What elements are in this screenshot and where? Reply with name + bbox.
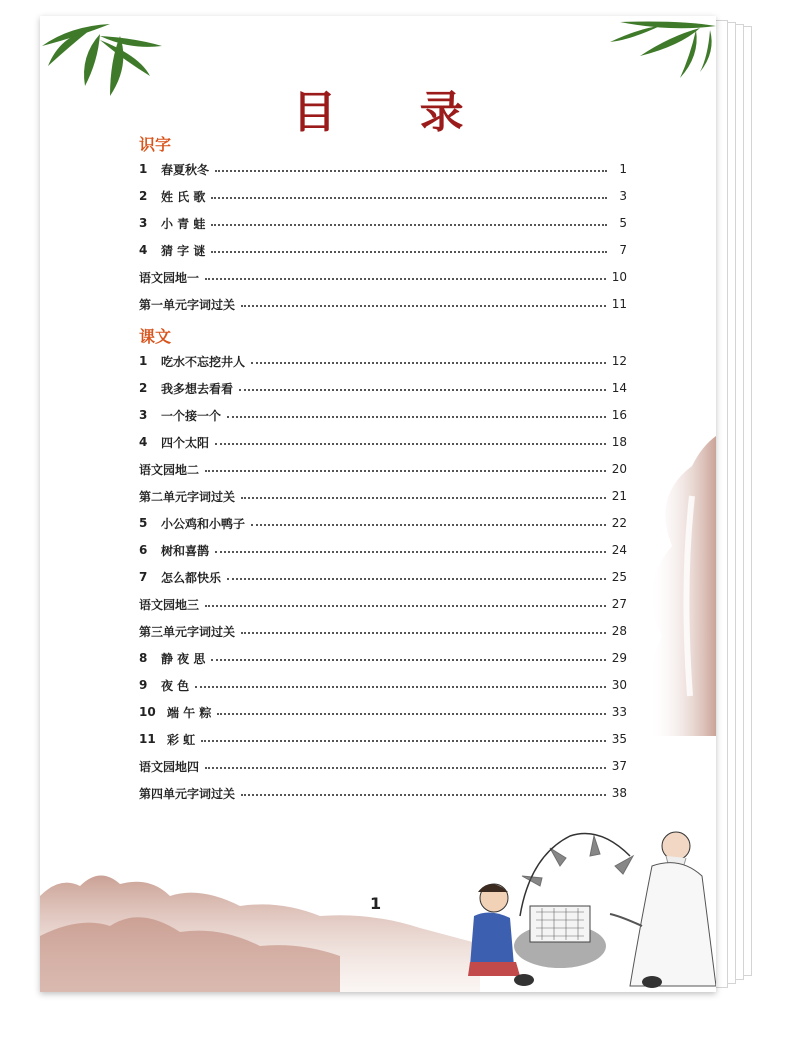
toc-entry-label: 小 青 蛙 xyxy=(161,216,206,231)
toc-entry-page: 22 xyxy=(611,516,627,530)
toc-entry-number: 9 xyxy=(139,678,148,692)
dot-leader xyxy=(251,524,606,526)
toc-entry xyxy=(139,268,627,286)
toc-entry-page: 38 xyxy=(611,786,627,800)
toc-entry-label: 第一单元字词过关 xyxy=(139,297,236,312)
toc-entry-label: 第四单元字词过关 xyxy=(139,786,236,801)
toc-entry-number: 10 xyxy=(139,705,156,719)
toc-entry-number: 1 xyxy=(139,354,148,368)
toc-entry-page: 16 xyxy=(611,408,627,422)
dot-leader xyxy=(227,578,606,580)
dot-leader xyxy=(205,605,606,607)
dot-leader xyxy=(239,389,606,391)
toc-entry xyxy=(139,595,627,613)
toc-entry xyxy=(139,379,627,397)
dot-leader xyxy=(227,416,606,418)
toc-entry-label: 四个太阳 xyxy=(161,435,210,450)
toc-entry xyxy=(139,406,627,424)
toc-entry-number: 4 xyxy=(139,243,148,257)
toc-entry-page: 29 xyxy=(611,651,627,665)
toc-entry-page: 7 xyxy=(619,243,627,257)
toc-entry-label: 姓 氏 歌 xyxy=(161,189,206,204)
toc-entry xyxy=(139,649,627,667)
toc-entry-number: 5 xyxy=(139,516,148,530)
toc-entry-number: 3 xyxy=(139,408,148,422)
toc-entry-page: 33 xyxy=(611,705,627,719)
toc-entry-label: 静 夜 思 xyxy=(161,651,206,666)
toc-entry-page: 24 xyxy=(611,543,627,557)
dot-leader xyxy=(205,470,606,472)
toc-entry-number: 6 xyxy=(139,543,148,557)
toc-entry-page: 27 xyxy=(611,597,627,611)
dot-leader xyxy=(251,362,606,364)
toc-entry xyxy=(139,187,627,205)
toc-entry-page: 21 xyxy=(611,489,627,503)
toc-entry xyxy=(139,703,627,721)
toc-entry-number: 4 xyxy=(139,435,148,449)
toc-entry xyxy=(139,730,627,748)
ink-mountains-icon xyxy=(40,856,480,992)
toc-entry-number: 11 xyxy=(139,732,156,746)
toc-entry-page: 12 xyxy=(611,354,627,368)
toc-entry-label: 语文园地二 xyxy=(139,462,200,477)
toc-entry-label: 猜 字 谜 xyxy=(161,243,206,258)
toc-entry-page: 5 xyxy=(619,216,627,230)
dot-leader xyxy=(241,632,606,634)
dot-leader xyxy=(201,740,606,742)
section-heading: 课文 xyxy=(139,327,172,346)
toc-entry-label: 一个接一个 xyxy=(161,408,222,423)
toc-entry-label: 吃水不忘挖井人 xyxy=(161,354,246,369)
toc-entry-page: 37 xyxy=(611,759,627,773)
dot-leader xyxy=(241,497,606,499)
dot-leader xyxy=(211,224,607,226)
page-title: 目 录 xyxy=(292,87,498,138)
toc-entry-label: 我多想去看看 xyxy=(161,381,234,396)
toc-entry-number: 2 xyxy=(139,381,148,395)
section-heading: 识字 xyxy=(139,135,172,154)
toc-entry-number: 3 xyxy=(139,216,148,230)
toc-entry xyxy=(139,514,627,532)
toc-entry-label: 语文园地一 xyxy=(139,270,200,285)
toc-entry-label: 小公鸡和小鸭子 xyxy=(161,516,246,531)
page-number: 1 xyxy=(370,894,382,913)
toc-entry xyxy=(139,241,627,259)
toc-entry-label: 春夏秋冬 xyxy=(161,162,210,177)
toc-entry-number: 8 xyxy=(139,651,148,665)
toc-entry-page: 3 xyxy=(619,189,627,203)
toc-entry xyxy=(139,784,627,802)
toc-entry xyxy=(139,433,627,451)
toc-entry xyxy=(139,568,627,586)
dot-leader xyxy=(211,251,607,253)
dot-leader xyxy=(215,170,607,172)
toc-entry-page: 35 xyxy=(611,732,627,746)
toc-entry-page: 18 xyxy=(611,435,627,449)
toc-entry-page: 20 xyxy=(611,462,627,476)
toc-entry-label: 端 午 粽 xyxy=(167,705,212,720)
toc-entry-page: 25 xyxy=(611,570,627,584)
toc-entry-label: 夜 色 xyxy=(161,678,190,693)
toc-entry-page: 11 xyxy=(611,297,627,311)
toc-entry xyxy=(139,757,627,775)
dot-leader xyxy=(205,278,606,280)
dot-leader xyxy=(215,443,606,445)
toc-entry-label: 语文园地三 xyxy=(139,597,200,612)
toc-entry-page: 14 xyxy=(611,381,627,395)
dot-leader xyxy=(241,794,606,796)
toc-entry-number: 1 xyxy=(139,162,148,176)
toc-entry-number: 2 xyxy=(139,189,148,203)
toc-entry-page: 30 xyxy=(611,678,627,692)
toc-entry xyxy=(139,460,627,478)
toc-entry-page: 1 xyxy=(619,162,627,176)
toc-entry-label: 怎么都快乐 xyxy=(161,570,222,585)
toc-entry-label: 语文园地四 xyxy=(139,759,200,774)
sage-and-child-playing-go-icon xyxy=(430,796,716,992)
toc-entry xyxy=(139,295,627,313)
toc-entry xyxy=(139,676,627,694)
dot-leader xyxy=(217,713,605,715)
toc-entry-page: 10 xyxy=(611,270,627,284)
toc-entry xyxy=(139,160,627,178)
toc-entry xyxy=(139,214,627,232)
waterfall-landscape-icon xyxy=(632,436,716,736)
toc-entry-number: 7 xyxy=(139,570,148,584)
dot-leader xyxy=(241,305,606,307)
toc-entry xyxy=(139,352,627,370)
dot-leader xyxy=(215,551,606,553)
toc-page xyxy=(40,16,716,992)
dot-leader xyxy=(195,686,606,688)
toc-entry xyxy=(139,622,627,640)
toc-entry-label: 第三单元字词过关 xyxy=(139,624,236,639)
dot-leader xyxy=(211,197,607,199)
toc-entry-page: 28 xyxy=(611,624,627,638)
dot-leader xyxy=(205,767,606,769)
toc-entry-label: 第二单元字词过关 xyxy=(139,489,236,504)
toc-entry-label: 彩 虹 xyxy=(167,732,196,747)
toc-entry xyxy=(139,541,627,559)
dot-leader xyxy=(211,659,605,661)
toc-entry-label: 树和喜鹊 xyxy=(161,543,210,558)
toc-entry xyxy=(139,487,627,505)
